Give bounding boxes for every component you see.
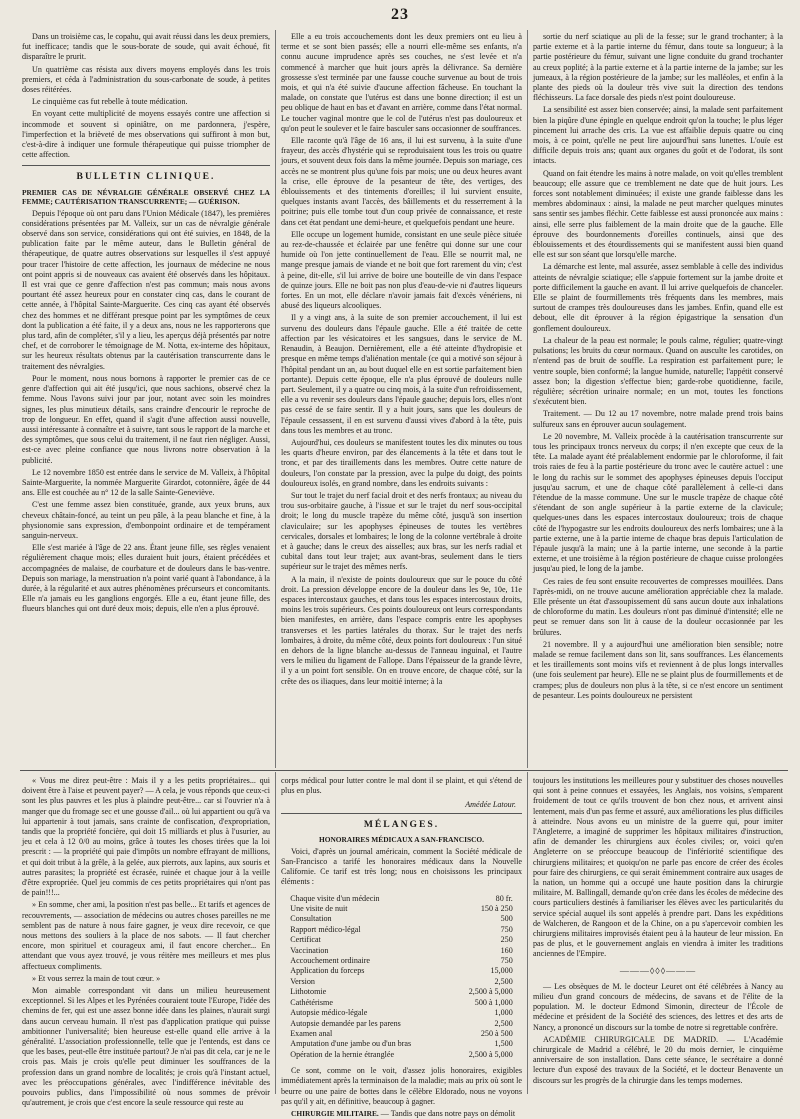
fee-amount: 80 fr. [495, 893, 513, 903]
top-column-2 [281, 32, 522, 768]
fee-amount: 750 [500, 956, 513, 966]
top-column-1 [22, 32, 270, 768]
fee-row [288, 987, 515, 997]
fee-item: Vaccination [290, 945, 329, 955]
fee-item: Examen anal [290, 1028, 333, 1038]
paragraph: La sensibilité est assez bien conservée; ainsi, la malade sent parfaitement bien la piqûre d'une épingle en quelque endroit qu'on la touche; le plus léger pincement lui arrache des cris. La vue est affaiblie depuis quatre ou cinq mois, à ce point, qu'elle ne peut lire aujourd'hui sans lunettes. L'ouïe est difficile depuis trois ans; quant aux organes du goût et de l'odorat, ils sont intacts. [533, 105, 783, 166]
fee-row [288, 1019, 515, 1029]
paragraph: Elle occupe un logement humide, consistant en une seule pièce située au rez-de-chaussée et éclairée par une fenêtre qui donne sur une cour humide où l'on jette continuellement de l'eau. Elle se nourrit mal, ne mange presque jamais de viande et ne boit que fort rarement du vin; c'est à peine, dit-elle, s'il lui arrive de boire une bouteille de vin dans l'espace de quinze jours. Elle ne boit pas non plus d'eau-de-vie ni d'autres liqueurs fortes. En un mot, elle déclare n'avoir jamais fait d'excès vénériens, ni abusé des liqueurs alcooliques. [281, 229, 522, 311]
fee-row [288, 935, 515, 945]
fee-amount: 250 à 500 [480, 1028, 513, 1038]
bottom-column-1 [22, 776, 270, 1108]
fee-item: Consultation [290, 914, 332, 924]
fee-row [288, 1029, 515, 1039]
bottom-column-2 [281, 776, 522, 1118]
paragraph: Elle s'est mariée à l'âge de 22 ans. Étant jeune fille, ses règles venaient régulièrement chaque mois; elles duraient huit jours, étaient précédées et accompagnées de malaise, de courbature et de douleurs dans le bas-ventre. Depuis son mariage, la menstruation n'a point varié quant à l'abondance, à la durée, à la régularité et aux autres phénomènes précurseurs et concomitants. Elle n'a jamais eu les ganglions engorgés. Elle a eu, étant jeune fille, des flueurs blanches qui ont duré deux mois; depuis, elle n'en a plus éprouvé. [22, 543, 270, 614]
paragraph: Pour le moment, nous nous bornons à rapporter le premier cas de ce genre d'affection qui ait été jusqu'ici, que nous sachions, observé chez la femme. Nous l'avons suivi jour par jour, notant avec soin les moindres signes, les plus minutieux détails, sans craindre d'encourir le reproche de trop de longueur. En effet, quand il s'agit d'une affection aussi nouvelle, aussi intéressante à connaître et à suivre, tant sous le rapport de la marche et des symptômes, que sous celui du traitement, il ne faut rien négliger. Aussi, est-ce avec pleine confiance que nous livrons notre observation à la publicité. [22, 373, 270, 465]
paragraph: Elle raconte qu'à l'âge de 16 ans, il lui est survenu, à la suite d'une frayeur, des accès d'hystérie qui se reproduisaient tous les trois ou quatre jours, et souvent deux fois dans la même journée. Depuis son mariage, ces accès ne se montrent plus qu'une fois par mois; une ou deux heures avant la crise, elle éprouve de la pesanteur de tête, des vertiges, des éblouissements et des tintements d'oreilles; il lui survient ensuite, quelques instants avant l'accès, des bâillements et du resserrement à la poitrine; puis elle tombe tout d'un coup privée de connaissance, et reste dans cet état pendant une demi-heure, et quelquefois pendant une heure. [281, 136, 522, 227]
fee-amount: 750 [500, 924, 513, 934]
column-divider [527, 30, 528, 768]
fee-amount: 250 [500, 935, 513, 945]
fee-row [288, 914, 515, 924]
paragraph: » En somme, cher ami, la position n'est pas belle... Et tarifs et agences de recouvrements, — association de médecins ou autres choses pareilles ne me semblent pas de nature à nous faire gagner, je veux dire recevoir, ce que nous mettons des souliers à la place de nos sabots. — Il faut chercher encore, mon spirituel et courageux ami, il faut encore chercher... En attendant que vous ayez trouvé, je vous réitère mes meilleurs et mes plus affectueux compliments. [22, 900, 270, 971]
fee-amount: 2,500 à 5,000 [468, 1049, 513, 1059]
section-rule [281, 813, 522, 814]
fee-row [288, 1050, 515, 1060]
fee-amount: 2,500 [494, 976, 513, 986]
paragraph: « Vous me direz peut-être : Mais il y a les petits propriétaires... qui doivent être à l'aise et peuvent payer? — A cela, je vous réponds que ceux-ci sont les plus pauvres et les plus à plaindre peut-être... car si l'ouvrier n'a à manger que du fromage sec et une gousse d'ail... où lui appartient ou qu'à va lui appartenir à tout jamais, sans crainte de confiscation, d'expropriation, tandis que la propriété foncière, qui doit 15 milliards et plus à l'usurier, au jeu et cela à 12 0/0 au moins, grâce à toutes les choses tirées que la loi prescrit : — la propriété qui paie d'impôts un nombre effrayant de millions, et qui doit tribut à la grêle, à la gelée, aux pierrots, aux lapins, aux souris et autres parasites; la propriété est écrasée, ruinée et chaque jour à la veille d'être expropriée. Quel jeu commis de ces petits propriétaires qui n'ont pas de pain!!!... [22, 776, 270, 898]
fee-amount: 2,500 à 5,000 [468, 987, 513, 997]
fee-item: Application du forceps [290, 966, 365, 976]
ornament-divider: ———◊◊◊——— [619, 965, 697, 976]
paragraph: Voici, d'après un journal américain, comment la Société médicale de San-Francisco a tarifé les honoraires médicaux dans la Nouvelle Californie. Ce tarif est très long; nous en choisissons les principaux éléments : [281, 846, 522, 887]
paragraph: Le 20 novembre, M. Valleix procède à la cautérisation transcurrente sur tous les principaux troncs nerveux du corps; il n'en excepte que ceux de la tête. La malade ayant été préalablement endormie par le chloroforme, il fait trois raies de feu à la partie postérieure du tronc avec le cautère actuel : une le long du rachis sur le sommet des apophyses épineuses depuis l'occiput jusqu'au sacrum, et une de chaque côté parallèlement à celle-ci dans l'étendue de la masse commune. Une sur le muscle trapèze de chaque côté s'étendant de son angle supérieur à la partie externe de la clavicule; quelques-unes dans les espaces intercostaux douloureux; trois de chaque côté de l'hypogastre sur les endroits douloureux des nerfs lombaires; une à la partie externe, une à la partie interne de chaque bras depuis l'articulation de l'épaule jusqu'à la main; une à la partie interne, une seconde à la partie externe, et une troisième à la région postérieure de chaque cuisse prolongées jusqu'au pied, le long de la jambe. [533, 431, 783, 574]
fee-row [288, 894, 515, 904]
fee-amount: 150 à 250 [480, 904, 513, 914]
paragraph: Un quatrième cas résista aux divers moyens employés dans les trois premiers, et céda à l'administration du sous-carbonate de soude, à petites doses réitérées. [22, 64, 270, 95]
fee-item: Accouchement ordinaire [290, 956, 371, 966]
paragraph: toujours les institutions les meilleures pour y substituer des choses nouvelles qui sont à peine connues et essayées, les Anglais, nos voisins, s'emparent froidement de tout ce qu'ils trouvent de bon chez nous, et arrivent ainsi lentement, mais d'un pas ferme et assuré, aux améliorations les plus difficiles à atteindre. Nous avons eu un ministre de la guerre qui, pour imiter l'Angleterre, a imaginé de supprimer les hôpitaux militaires d'instruction, afin de demander les chirurgiens aux écoles civiles; or, voici qu'en Angleterre on se préoccupe beaucoup de l'infériorité scientifique des chirurgiens militaires; et quoiqu'on ne parle pas encore de créer des écoles pour faire des chirurgiens, ce qui serait éminemment contraire aux usages de la nation, un homme qui a occupé une haute position dans la chirurgie militaire, M. Ballingall, demande qu'on crée dans les écoles de médecine des cours particuliers destinés à familiariser les élèves avec les particularités du service spécial auquel ils sont appelés à prendre part. Dans les expéditions de Walcheren, de Rangoon et de la Chine, on a pu s'apercevoir combien les chirurgiens militaires improvisés étaient peu à la hauteur de leur mission. En pas de plus, et le gouvernement anglais en viendra à imiter les traditions anciennes de l'Empire. [533, 776, 783, 959]
fee-row [288, 1039, 515, 1049]
fee-amount: 160 [500, 945, 513, 955]
paragraph: Traitement. — Du 12 au 17 novembre, notre malade prend trois bains sulfureux sans en éprouver aucun soulagement. [533, 409, 783, 429]
fee-amount: 500 à 1,000 [474, 997, 513, 1007]
paragraph: corps médical pour lutter contre le mal dont il se plaint, et qui s'étend de plus en plus. [281, 776, 522, 796]
fee-row [288, 946, 515, 956]
paragraph: Le cinquième cas fut rebelle à toute médication. [32, 97, 188, 107]
fee-item: Une visite de nuit [290, 904, 348, 914]
fee-item: Rapport médico-légal [290, 924, 361, 934]
paragraph: Dans un troisième cas, le copahu, qui avait réussi dans les deux premiers, fut inefficace; tandis que le sous-borate de soude, qui avait échoué, fit disparaître le prurit. [22, 32, 270, 62]
article-title: HONORAIRES MÉDICAUX A SAN-FRANCISCO. [318, 834, 485, 844]
paragraph: En voyant cette multiplicité de moyens essayés contre une affection si incommode et souvent si opiniâtre, on me pardonnera, j'espère, l'imperfection et la brièveté de mes observations qui suffiront à mon but, c'est-à-dire à indiquer une formule thérapeutique qui puisse triompher de cette affection. [22, 109, 270, 160]
paragraph: Ce sont, comme on le voit, d'assez jolis honoraires, exigibles immédiatement après la terminaison de la maladie; mais au prix où sont le beurre ou une paire de bottes dans le célèbre Eldorado, nous ne voyons pas qu'il y ait, en définitive, beaucoup à gagner. [281, 1066, 522, 1106]
paragraph: Sur tout le trajet du nerf facial droit et des nerfs frontaux; au niveau du trou sus-orbitaire gauche, à l'issue et sur le trajet du nerf sous-occipital droit; le long du muscle trapèze du même côté, jusqu'à son insertion claviculaire; sur les apophyses épineuses de toutes les vertèbres cervicales, dorsales et lombaires; le long de la colonne vertébrale à droite et à gauche; dans le creux des aisselles; aux bras, sur les nerfs radial et cubital dans tout leur trajet; aux avant-bras, seulement dans le tiers supérieur sur le trajet des mêmes nerfs. [281, 490, 522, 572]
top-column-3 [533, 32, 783, 768]
paragraph-text: — Tandis que dans notre pays on démolit [378, 1108, 516, 1118]
paragraph: Elle a eu trois accouchements dont les deux premiers ont eu lieu à terme et se sont bien passés; elle a nourri elle-même ses enfants, n'a connu aucune imprudence après ses couches, ne s'est levée et n'a commencé à marcher que huit jours après la délivrance. Sa dernière grossesse s'est terminée par une fausse couche survenue au bout de trois mois, et qui n'a été suivie d'aucune affection fâcheuse. En touchant la malade, on constate que l'utérus est dans une bonne direction; il est un peu oblique de haut en bas et d'avant en arrière, comme dans l'état normal. Le toucher vaginal montre que le col de l'utérus n'est pas douloureux et qu'on peut le soulever et le faire basculer sans occasionner de souffrances. [281, 32, 522, 133]
section-heading: MÉLANGES. [363, 818, 440, 830]
fee-item: Opération de la hernie étranglée [290, 1049, 395, 1059]
paragraph: A la main, il n'existe de points douloureux que sur le pouce du côté droit. La pression développe encore de la douleur dans les 9e, 10e, 11e espaces intercostaux gauches, et dans tous les espaces intercostaux droits, moins les trois supérieurs. Ces points douloureux ont leurs correspondants bien manifestes, en arrière, dans l'espace compris entre les apophyses transverses et les parties latérales du thorax. Sur le trajet des nerfs lombaires, à droite, du même côté, deux points fort douloureux : l'un situé en dehors de la ligne blanche au-dessus de l'anneau inguinal, et l'autre vers le milieu du ligament de Fallope. Dans l'épaisseur de la grande lèvre, il y a un point fort sensible. On en trouve encore, de chaque côté, sur la crête des os iliaques, dans leur moitié interne; à la [281, 574, 522, 686]
paragraph [281, 1109, 522, 1119]
article-title: PREMIER CAS DE NÉVRALGIE GÉNÉRALE OBSERVÉ CHEZ LA FEMME; CAUTÉRISATION TRANSCURRENTE; — GUÉRISON. [22, 187, 270, 206]
fee-row [288, 925, 515, 935]
fee-item: Autopsie médico-légale [290, 1008, 368, 1018]
paragraph: » Et vous serrez la main de tout cœur. » [32, 973, 161, 983]
fee-item: Lithotomie [290, 987, 327, 997]
paragraph: ACADÉMIE CHIRURGICALE DE MADRID. — L'Académie chirurgicale de Madrid a célébré, le 20 du mois dernier, le cinquième anniversaire de son installation. Dans cette séance, le secrétaire a donné lecture d'un exposé des travaux de la Société, et le docteur Benavente un discours sur les progrès de la chirurgie dans les temps modernes. [533, 1034, 783, 1085]
paragraph: Mon aimable correspondant vit dans un milieu heureusement exceptionnel. Si les Alpes et les Pyrénées couraient toute l'Europe, l'idée des chemins de fer, qui est une assez bonne idée dans les plaines, n'aurait surgi dans aucun cerveau humain. Il n'est pas d'application pratique qui puisse ambitionner l'universalité; bien heureuse est-elle quand elle arrive à la généralité. L'association professionnelle, telle que je l'entends, est dans ce que les bases, peut-elle être instituée partout? Je n'ai pas dit cela, car je ne le crois pas. Mais je crois qu'elle peut diminuer les souffrances de la profession dans un grand nombre de localités; je crois qu'à l'instant actuel, avec les préoccupations générales, avec l'indifférence inévitable des pouvoirs publics, dans l'impossibilité où nous sommes de prévoir qu'autrement, je crois que c'est encore la seule ressource qui reste au [22, 986, 270, 1108]
paragraph: Quand on fait étendre les mains à notre malade, on voit qu'elles tremblent beaucoup; elle assure que ce tremblement ne date que de huit jours. Les forces sont notablement diminuées; il existe une grande faiblesse dans les membres abdominaux : ainsi, la malade ne peut marcher quelques minutes sans sentir ses jambes fléchir. Cette faiblesse est aussi prononcée aux mains : ainsi, elle serre plus faiblement de la main droite que de la gauche. Elle éprouve des bourdonnements d'oreilles continuels, ainsi que des éblouissements et des étourdissements qui se manifestent aussi bien quand elle est sur son séant que lorsqu'elle marche. [533, 168, 783, 260]
fee-amount: 500 [500, 914, 513, 924]
fee-amount: 1,000 [494, 1008, 513, 1018]
intro-paragraphs [22, 32, 270, 160]
fee-item: Certificat [290, 935, 321, 945]
paragraph: Il y a vingt ans, à la suite de son premier accouchement, il lui est survenu des douleurs dans l'épaule gauche. Elle a été traitée de cette affection par les vésicatoires et les sangsues, dans le service de M. Renaudin, à Beaujon. Dernièrement, elle a été atteinte d'hydropisie et presque en même temps d'aliénation mentale (ce qui a motivé son séjour à l'hôpital pendant un an, au bout duquel elle en est sortie parfaitement bien portante). Depuis cette époque, elle n'a plus éprouvé de douleurs nulle part. Seulement, il y a quatre ou cinq mois, à la suite d'un refroidissement, elle a vu revenir ses douleurs dans l'épaule gauche; depuis lors, elles n'ont pas cessé de se faire sentir. Il y a huit jours, sans que les douleurs de l'épaule cessassent, il en est survenu d'aussi vives d'abord à la tête, puis dans tous les membres et au tronc. [281, 313, 522, 435]
fee-table [288, 894, 515, 1061]
paragraph: C'est une femme assez bien constituée, grande, aux yeux bruns, aux cheveux châtain-foncé, au teint un peu pâle, à la peau blanche et fine, à la physionomie sans expression, d'embonpoint ordinaire et de tempérament sanguin-nerveux. [22, 500, 270, 540]
fee-amount: 1,500 [494, 1039, 513, 1049]
article-title: CHIRURGIE MILITAIRE. [291, 1108, 379, 1118]
fee-item: Chaque visite d'un médecin [290, 893, 380, 903]
paragraph: La démarche est lente, mal assurée, assez semblable à celle des individus atteints de névralgie sciatique; elle s'appuie fortement sur la jambe droite et porte difficilement la gauche en avant. Il lui arrive quelquefois de chanceler. Elle se plaint de fourmillements très fréquents dans les membres, mais surtout de crampes très douloureuses dans les jambes. Enfin, quand elle est debout, elle dit éprouver à la région épigastrique la sensation d'un gonflement douloureux. [533, 262, 783, 333]
column-divider [275, 772, 276, 1094]
section-divider [20, 770, 788, 771]
paragraph: Depuis l'époque où ont paru dans l'Union Médicale (1847), les premières considérations présentées par M. Valleix, sur un cas de névralgie générale observé dans son service, considérations qui ont été suivies, en 1848, de la publication faite par le même auteur, dans le Bulletin général de thérapeutique, de quatre autres observations sur lesquelles il s'est appuyé pour tracer l'histoire de cette affection, les journaux de médecine ne nous ont point appris si de nouveaux cas avaient été observés dans les hôpitaux. Il est vrai que ce genre d'affection n'est pas commun; mais nous avons pourtant été assez heureux pour en constater cinq cas, dans le courant de cette année, à l'hôpital Sainte-Marguerite. Ces cinq cas ayant été observés chez des hommes et ne différant presque point par les symptômes de ceux dont la publication a été faite, il y a deux ans, nous ne les rapporterons que plus tard, afin de compléter, s'il y a lieu, les aperçus déjà présentés par notre chef, et de corroborer le témoignage de M. Notta, ex-interne des hôpitaux, sur les heureux résultats obtenus par la cautérisation transcurrente dans le traitement des névralgies. [22, 208, 270, 371]
fee-row [288, 956, 515, 966]
paragraph: Le 12 novembre 1850 est entrée dans le service de M. Valleix, à l'hôpital Sainte-Marguerite, la nommée Marguerite Girardot, cotonnière, âgée de 44 ans. Elle est couchée au n° 12 de la salle Sainte-Geneviève. [22, 467, 270, 498]
fee-item: Autopsie demandée par les parens [290, 1018, 401, 1028]
paragraph: sortie du nerf sciatique au pli de la fesse; sur le grand trochanter; à la partie externe et à la partie interne du fémur, dans toute sa longueur; à la partie postérieure du fémur, suivant une ligne conduite du grand trochanter au creux poplité; à la partie externe et à la partie interne de la jambe; sur les jumeaux, à la région postérieure de la jambe; sur les malléoles, et enfin à la plante des pieds où la douleur très vive suit la direction des tendons fléchisseurs. La face dorsale des pieds n'est point douloureuse. [533, 32, 783, 103]
fee-row [288, 977, 515, 987]
paragraph: 21 novembre. Il y a aujourd'hui une amélioration bien sensible; notre malade se remue facilement dans son lit, sans souffrances. Les élancements et les tiraillements sont moins vifs et reviennent à de plus longs intervalles (une fois seulement par heure). Elle ne se plaint plus de fourmillements et de crampes; plus de douleurs non plus à la tête, si ce n'est encore un sentiment de pesanteur. Les points douloureux ne persistent [533, 639, 783, 700]
page-number: 23 [391, 6, 409, 23]
fee-row [288, 904, 515, 914]
paragraph: Ces raies de feu sont ensuite recouvertes de compresses mouillées. Dans l'après-midi, on ne trouve aucune amélioration appréciable chez la malade. Elle présente un état d'assoupissement dû sans aucun doute aux inhalations de chloroforme du matin. Les douleurs n'ont pas diminué d'intensité; elle ne peut se remuer dans son lit à cause de la douleur occasionnée par les brûlures. [533, 576, 783, 637]
fee-amount: 15,000 [490, 966, 513, 976]
author-signature: Amédée Latour. [465, 800, 516, 810]
fee-item: Version [290, 976, 315, 986]
column-divider [275, 30, 276, 768]
fee-item: Cathétérisme [290, 997, 333, 1007]
column-divider [527, 772, 528, 1094]
bottom-column-3 [533, 776, 783, 1094]
fee-row [288, 966, 515, 976]
section-heading: BULLETIN CLINIQUE. [76, 171, 216, 183]
fee-amount: 2,500 [494, 1018, 513, 1028]
fee-row [288, 1008, 515, 1018]
section-rule [22, 165, 270, 166]
fee-row [288, 998, 515, 1008]
paragraph: La chaleur de la peau est normale; le pouls calme, régulier; quatre-vingt pulsations; les bruits du cœur normaux. Quand on ausculte les carotides, on n'entend pas de bruit de souffle. La respiration est parfaitement pure; le ventre souple, bien conformé; la langue humide, naturelle; l'appétit conservé assez bon; la digestion s'effectue bien; garde-robe quotidienne, facile, régulière; sécrétion urinaire normale; en un mot, toutes les fonctions s'exécutent bien. [533, 335, 783, 407]
article-body [22, 209, 270, 615]
paragraph: — Les obsèques de M. le docteur Leuret ont été célébrées à Nancy au milieu d'un grand concours de médecins, de savans et de l'élite de la population. M. le docteur Edmond Simonin, directeur de l'École de médecine et président de la Société des sciences, des lettres et des arts de Nancy, a prononcé un discours sur la tombe de notre si regrettable confrère. [533, 981, 783, 1032]
fee-item: Amputation d'une jambe ou d'un bras [290, 1039, 412, 1049]
paragraph: Aujourd'hui, ces douleurs se manifestent toutes les dix minutes ou tous les quarts d'heure environ, par des élancements à la tête et dans tout le tronc, et par des tiraillements dans les membres. Outre cette nature de douleurs, l'on constate par la pression, avec la pulpe du doigt, des points douloureux isolés, en grand nombre, dans les endroits suivants : [281, 437, 522, 488]
